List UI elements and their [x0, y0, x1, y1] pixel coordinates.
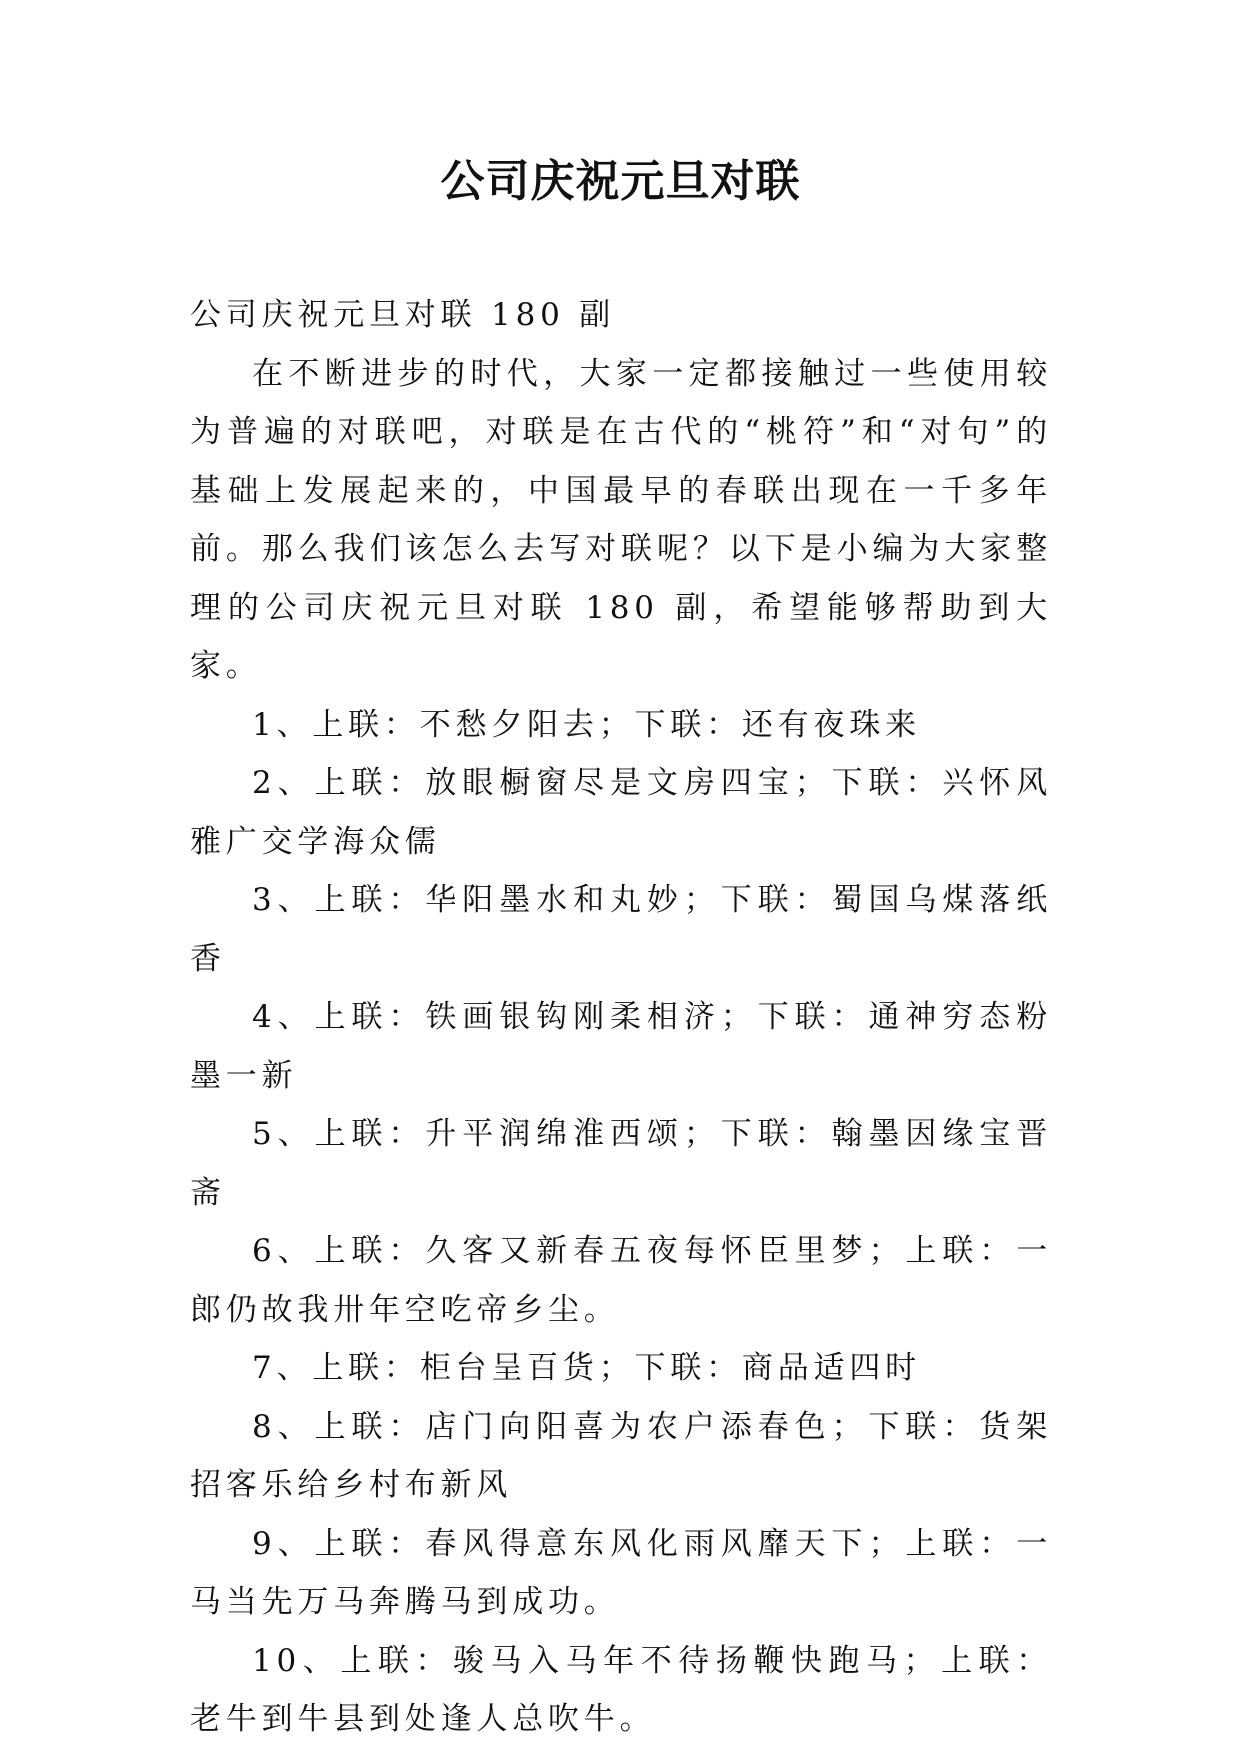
couplet-item: 5、上联：升平润绵淮西颂；下联：翰墨因缘宝晋斋 [190, 1116, 1052, 1211]
document-body [190, 286, 1052, 1749]
couplet-item: 4、上联：铁画银钩刚柔相济；下联：通神穷态粉墨一新 [190, 999, 1052, 1094]
document-title: 公司庆祝元旦对联 [440, 156, 801, 207]
couplet-item: 6、上联：久客又新春五夜每怀臣里梦；上联：一郎仍故我卅年空吃帝乡尘。 [190, 1233, 1052, 1328]
couplet-item: 10、上联：骏马入马年不待扬鞭快跑马；上联：老牛到牛县到处逢人总吹牛。 [190, 1642, 1052, 1737]
couplet-item: 1、上联：不愁夕阳去；下联：还有夜珠来 [252, 706, 921, 743]
document-subtitle: 公司庆祝元旦对联 180 副 [190, 297, 616, 333]
intro-paragraph: 在不断进步的时代，大家一定都接触过一些使用较为普遍的对联吧，对联是在古代的“桃符”和“对句”的基础上发展起来的，中国最早的春联出现在一千多年前。那么我们该怎么去写对联呢？以下是小编为大家整理的公司庆祝元旦对联 180 副，希望能够帮助到大家。 [190, 355, 1052, 684]
couplet-item: 3、上联：华阳墨水和丸妙；下联：蜀国乌煤落纸香 [190, 882, 1052, 977]
couplet-item: 8、上联：店门向阳喜为农户添春色；下联：货架招客乐给乡村布新风 [190, 1408, 1052, 1503]
couplet-item: 7、上联：柜台呈百货；下联：商品适四时 [252, 1350, 921, 1386]
couplet-item: 9、上联：春风得意东风化雨风靡天下；上联：一马当先万马奔腾马到成功。 [190, 1525, 1052, 1620]
couplet-item: 2、上联：放眼橱窗尽是文房四宝；下联：兴怀风雅广交学海众儒 [190, 765, 1052, 860]
